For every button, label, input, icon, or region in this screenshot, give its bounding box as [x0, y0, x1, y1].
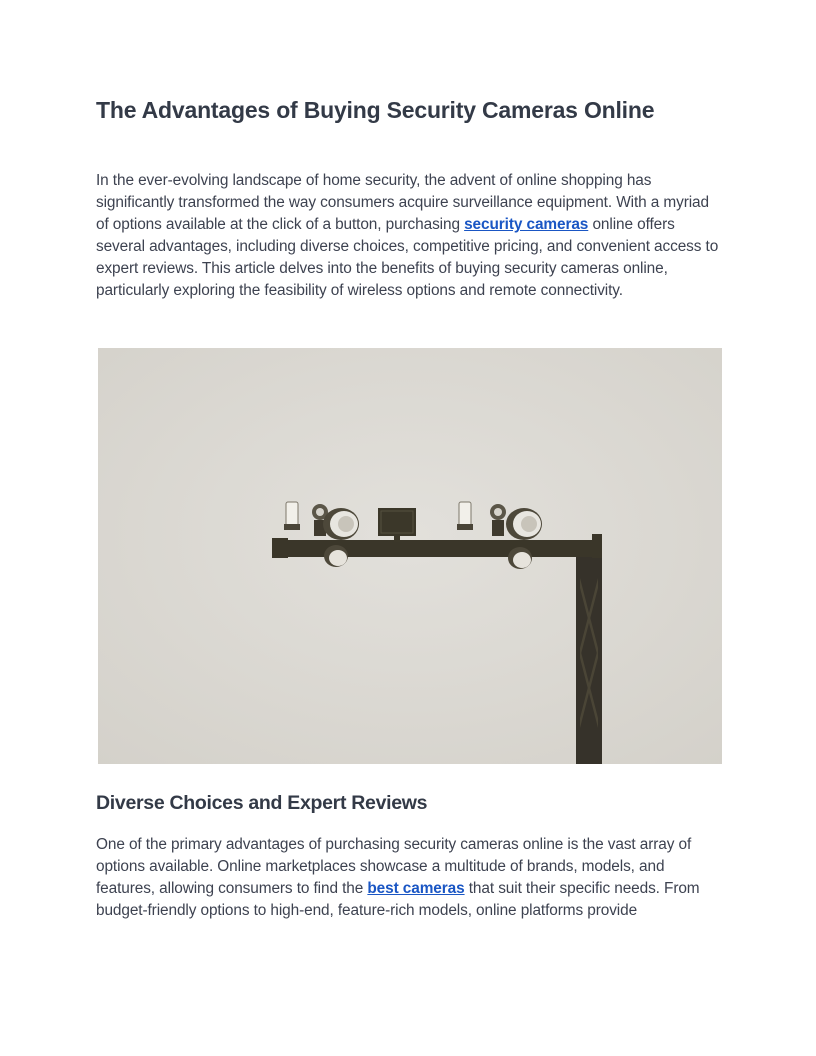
section1-text-start: One of the primary advantages of purchasing security cameras online is the vast array of options available. Online marketplaces showcase a multitude of brands, models, and features, allowing consumers to find the: [96, 836, 692, 897]
pole: [576, 540, 602, 764]
intro-paragraph: [96, 170, 722, 302]
section-heading-diverse-choices: Diverse Choices and Expert Reviews: [96, 792, 428, 814]
intro-text-start: In the ever-evolving landscape of home security, the advent of online shopping has significantly transformed the way consumers acquire surveillance equipment. With a myriad of options available at the click of a button, purchasing: [96, 172, 709, 233]
security-camera-pole-photo: [98, 348, 722, 764]
article-title: The Advantages of Buying Security Cameras Online: [96, 97, 655, 123]
section1-text-end: that suit their specific needs. From budget-friendly options to high-end, feature-rich models, online platforms provide: [96, 880, 700, 919]
intro-text-end: online offers several advantages, including diverse choices, competitive pricing, and convenient access to expert reviews. This article delves into the benefits of buying security cameras online, particularly exploring the feasibility of wireless options and remote connectivity.: [96, 216, 719, 299]
section1-paragraph: [96, 834, 722, 922]
security-cameras-link[interactable]: security cameras: [464, 216, 589, 233]
best-cameras-link[interactable]: best cameras: [367, 880, 465, 897]
